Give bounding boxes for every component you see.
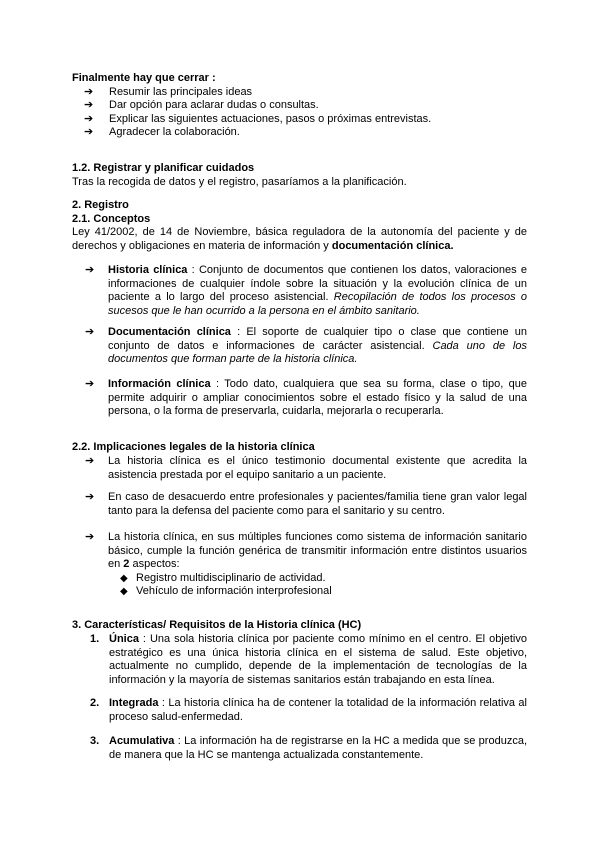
concept-item: ➔ Información clínica : Todo dato, cualquiera que sea su forma, clase o tipo, que permite adquirir o ampliar conocimientos sobre el estado físico y la salud de una persona, o la forma de preservarla, cuidarla, mejorarla o recuperarla.: [85, 378, 527, 417]
section-2: [72, 199, 527, 253]
arrow-right-icon: ➔: [85, 264, 95, 276]
requirement-item: 3. Acumulativa : La información ha de registrarse en la HC a medida que se produzca, de manera que la HC se mantenga actualizada constantemente.: [90, 735, 527, 761]
requirement-item: 2. Integrada : La historia clínica ha de contener la totalidad de la información relativa al proceso salud-enfermedad.: [90, 697, 527, 723]
arrow-right-icon: ➔: [85, 491, 95, 503]
arrow-right-icon: ➔: [85, 531, 95, 543]
arrow-right-icon: ➔: [84, 126, 94, 138]
list-item: ➔ Dar opción para aclarar dudas o consultas.: [84, 99, 319, 111]
list-item: ◆ Registro multidisciplinario de actividad.: [120, 571, 326, 584]
section-text: Tras la recogida de datos y el registro, pasaríamos a la planificación.: [72, 175, 407, 188]
list-item: ◆ Vehículo de información interprofesional: [120, 585, 332, 597]
arrow-right-icon: ➔: [84, 85, 94, 98]
legal-item: ➔ En caso de desacuerdo entre profesionales y pacientes/familia tiene gran valor legal tanto para la defensa del paciente como para el sanitario y su centro.: [85, 491, 527, 517]
list-item: ➔ Agradecer la colaboración.: [84, 126, 240, 138]
arrow-right-icon: ➔: [85, 455, 95, 467]
arrow-right-icon: ➔: [85, 378, 95, 390]
requirement-item: 1. Única : Una sola historia clínica por paciente como mínimo en el centro. El objetivo estratégico es una única historia clínica en el sistema de salud. Este objetivo, actualmente no cumplido, depende de la implementación de tecnologías de la información y la mayoría de sistemas sanitarios están trabajando en esta línea.: [90, 633, 527, 686]
section-heading: 1.2. Registrar y planificar cuidados: [72, 162, 255, 174]
list-item: ➔ Resumir las principales ideas: [84, 85, 253, 98]
intro-paragraph: Ley 41/2002, de 14 de Noviembre, básica reguladora de la autonomía del paciente y de derechos y obligaciones en materia de información y documentación clínica.: [72, 226, 527, 252]
arrow-right-icon: ➔: [84, 99, 94, 111]
closing-list: [72, 86, 527, 140]
arrow-right-icon: ➔: [85, 326, 95, 338]
list-item: ➔ Explicar las siguientes actuaciones, pasos o próximas entrevistas.: [84, 112, 432, 125]
section-heading: 2.2. Implicaciones legales de la historia clínica: [72, 441, 315, 453]
section-2-2: [72, 441, 527, 455]
concept-item: ➔ Documentación clínica : El soporte de cualquier tipo o clase que contiene un conjunto de datos e informaciones de carácter asistencial. Cada uno de los documentos que forman parte de la historia clínica.: [85, 326, 527, 365]
section-heading: 2. Registro: [72, 199, 129, 211]
closing-section: [72, 72, 527, 140]
subsection-heading: 2.1. Conceptos: [72, 212, 151, 225]
section-heading: 3. Características/ Requisitos de la Historia clínica (HC): [72, 619, 362, 631]
diamond-icon: ◆: [120, 572, 128, 584]
closing-heading: Finalmente hay que cerrar :: [72, 72, 216, 84]
section-1-2: [72, 162, 527, 189]
diamond-icon: ◆: [120, 586, 128, 597]
legal-item: ➔ La historia clínica, en sus múltiples funciones como sistema de información sanitario básico, cumple la función genérica de transmitir información entre distintos usuarios en 2 aspectos: ◆ Registro multidisciplinario de actividad. ◆ Vehículo de información interprofesional: [85, 531, 527, 597]
legal-item: ➔ La historia clínica es el único testimonio documental existente que acredita la asistencia prestada por el equipo sanitario a un paciente.: [85, 455, 527, 481]
aspects-list: [85, 572, 527, 599]
section-3: [72, 619, 527, 633]
arrow-right-icon: ➔: [84, 112, 94, 125]
concept-item: ➔ Historia clínica : Conjunto de documentos que contienen los datos, valoraciones e informaciones de cualquier índole sobre la situación y la evolución clínica de un paciente a lo largo del proceso asistencial. Recopilación de todos los procesos o sucesos que le han ocurrido a la persona en el ámbito sanitario.: [85, 264, 527, 317]
